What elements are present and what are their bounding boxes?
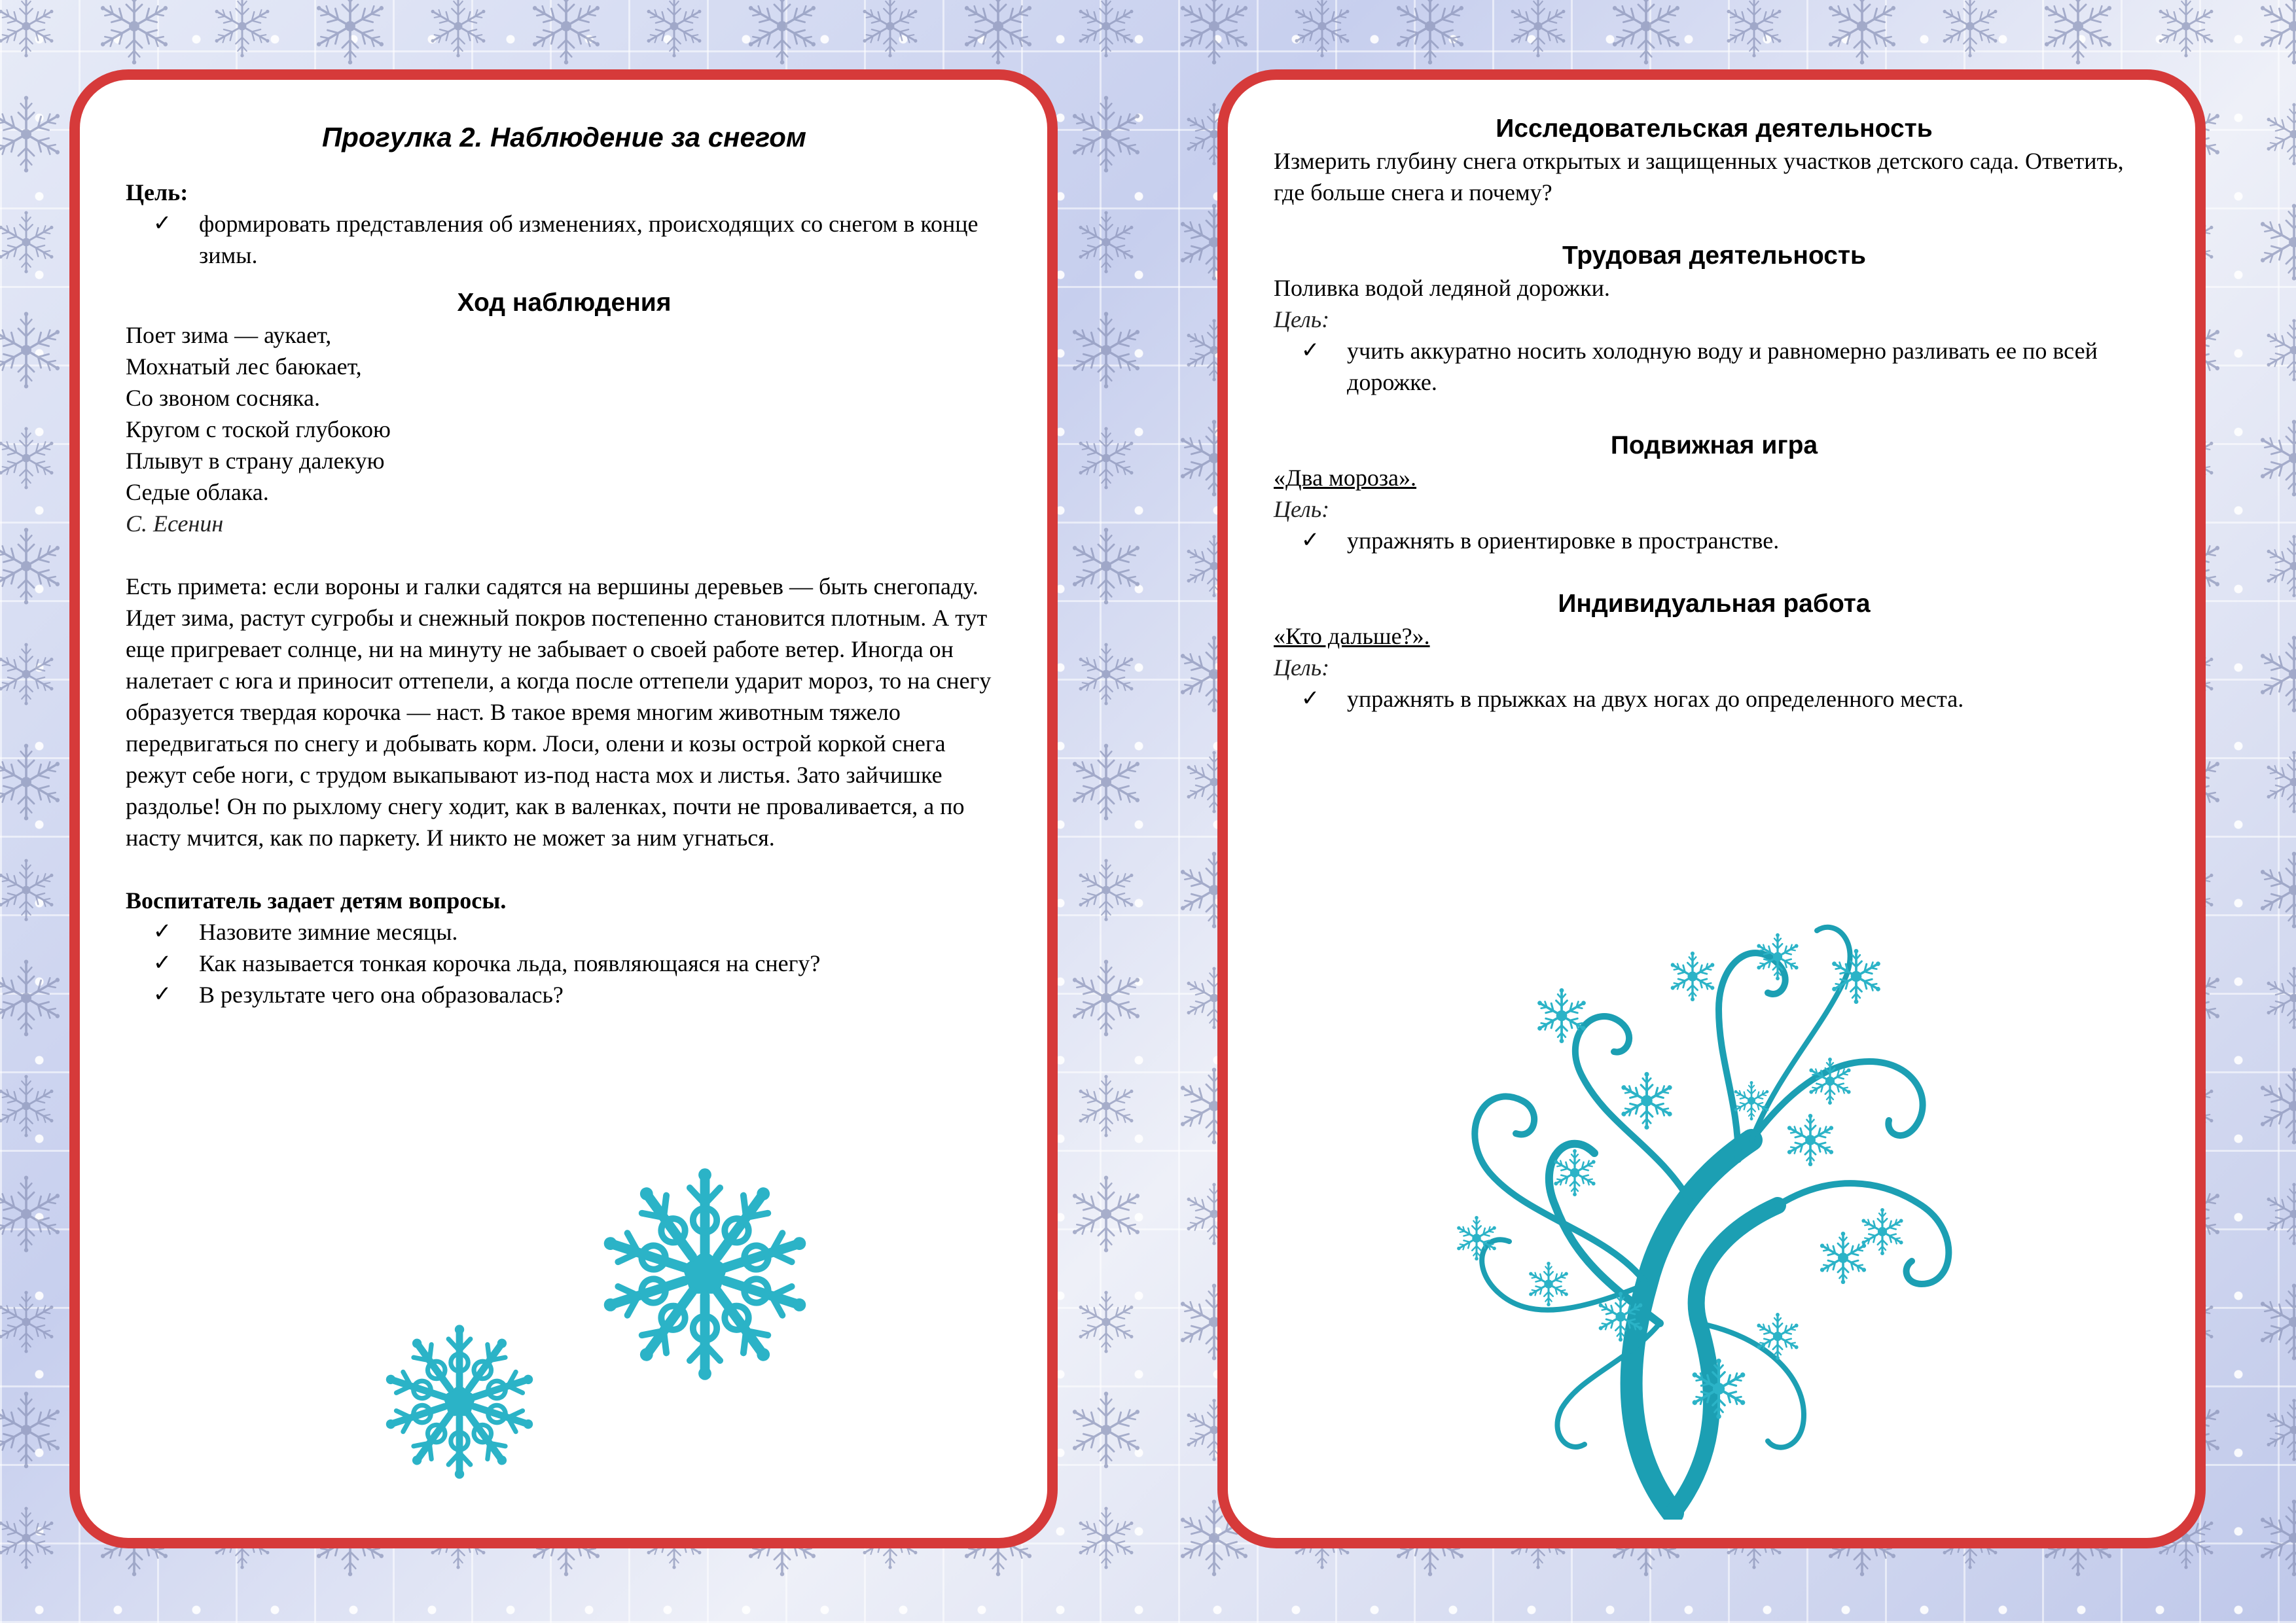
individual-goal-item	[1274, 683, 2155, 715]
observation-heading: Ход наблюдения	[457, 289, 672, 317]
check-icon: ✓	[152, 951, 172, 975]
omen-paragraph: Есть примета: если вороны и галки садятся на вершины деревьев — быть снегопаду.	[126, 573, 978, 599]
poem-line: Мохнатый лес баюкает,	[126, 353, 362, 380]
individual-goal-text: упражнять в прыжках на двух ногах до определенного места.	[1347, 686, 1964, 712]
labor-goal-label: Цель:	[1274, 306, 1330, 332]
game-heading: Подвижная игра	[1610, 431, 1818, 459]
check-icon: ✓	[1300, 338, 1320, 363]
right-card	[1217, 69, 2206, 1548]
goal-item-text: формировать представления об изменениях, происходящих со снегом в конце зимы.	[199, 211, 978, 268]
poem-line: Кругом с тоской глубокою	[126, 416, 391, 442]
individual-name: «Кто дальше?».	[1274, 623, 1430, 649]
check-icon: ✓	[1300, 528, 1320, 552]
questions-label: Воспитатель задает детям вопросы.	[126, 887, 507, 914]
poem-line: Поет зима — аукает,	[126, 322, 332, 348]
individual-heading: Индивидуальная работа	[1558, 590, 1871, 618]
labor-goal-item	[1274, 335, 2155, 398]
game-goal-item	[1274, 525, 2155, 556]
game-goal-text: упражнять в ориентировке в пространстве.	[1347, 527, 1780, 554]
question-text: В результате чего она образовалась?	[199, 982, 564, 1008]
snowflake-large-icon	[597, 1166, 813, 1382]
question-item	[126, 948, 1003, 979]
poem-author: С. Есенин	[126, 510, 224, 537]
game-goal-label: Цель:	[1274, 496, 1330, 522]
individual-goal-label: Цель:	[1274, 654, 1330, 681]
research-text: Измерить глубину снега открытых и защищенных участков детского сада. Ответить, где больше снега и почему?	[1274, 148, 2124, 205]
question-item	[126, 916, 1003, 948]
question-text: Как называется тонкая корочка льда, появляющаяся на снегу?	[199, 950, 821, 976]
goal-item	[126, 208, 1003, 271]
goal-label: Цель:	[126, 179, 188, 205]
poem-line: Со звоном сосняка.	[126, 385, 320, 411]
check-icon: ✓	[152, 211, 172, 236]
question-text: Назовите зимние месяцы.	[199, 919, 458, 945]
poem-line: Седые облака.	[126, 479, 269, 505]
question-item	[126, 979, 1003, 1010]
game-name: «Два мороза».	[1274, 465, 1417, 491]
check-icon: ✓	[1300, 687, 1320, 711]
labor-text: Поливка водой ледяной дорожки.	[1274, 275, 1610, 301]
snowflake-tree-illustration	[1411, 865, 2000, 1520]
poem-line: Плывут в страну далекую	[126, 448, 385, 474]
research-heading: Исследовательская деятельность	[1496, 115, 1933, 143]
winter-paragraph: Идет зима, растут сугробы и снежный покров постепенно становится плотным. А тут еще пригревает солнце, ни на минуту не забывает о своей работе ветер. Иногда он налетает с юга и приносит оттепели, а когда после оттепели ударит мороз, то на снегу образуется твердая корочка — наст. В такое время многим животным тяжело передвигаться по снегу и добывать корм. Лоси, олени и козы острой коркой снега режут себе ноги, с трудом выкапывают из-под наста мох и листья. Зато зайчишке раздолье! Он по рыхлому снегу ходит, как в валенках, почти не проваливается, а по насту мчится, как по паркету. И никто не может за ним угнаться.	[126, 605, 992, 851]
page-title: Прогулка 2. Наблюдение за снегом	[322, 122, 806, 152]
snowflake-small-icon	[381, 1323, 538, 1480]
labor-goal-text: учить аккуратно носить холодную воду и равномерно разливать ее по всей дорожке.	[1347, 338, 2098, 395]
left-card	[69, 69, 1058, 1548]
check-icon: ✓	[152, 982, 172, 1007]
labor-heading: Трудовая деятельность	[1562, 241, 1867, 270]
check-icon: ✓	[152, 919, 172, 944]
